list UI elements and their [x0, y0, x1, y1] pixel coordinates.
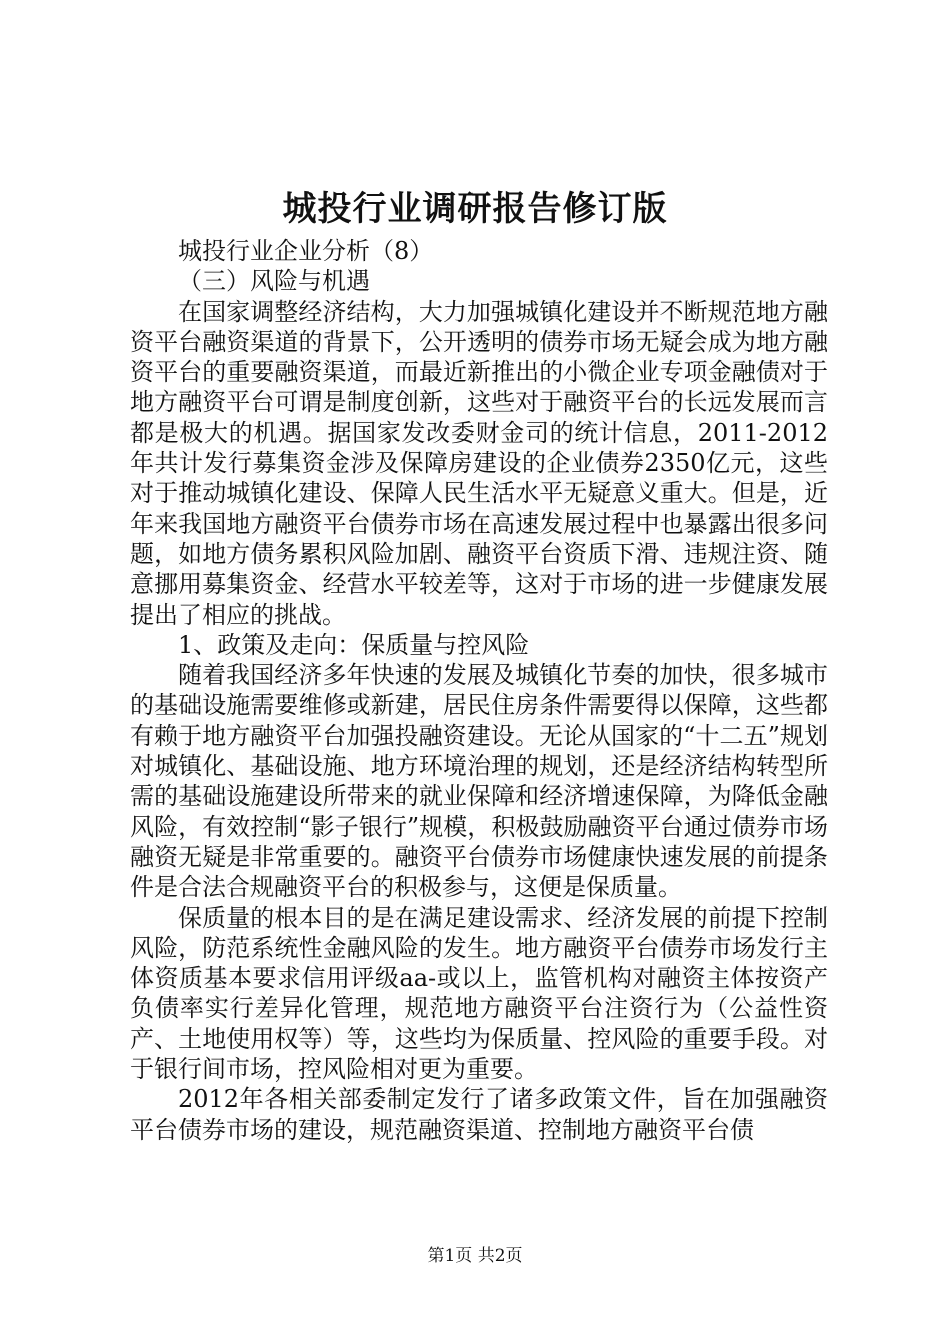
page-number-footer: 第1页 共2页: [427, 1246, 523, 1266]
document-title: 城投行业调研报告修订版: [282, 189, 668, 229]
subsection-heading: 1、政策及走向：保质量与控风险: [178, 630, 530, 659]
subtitle-line: 城投行业企业分析（8）: [178, 237, 434, 265]
paragraph-1: 在国家调整经济结构，大力加强城镇化建设并不断规范地方融资平台融资渠道的背景下，公开透明的债券市场无疑会成为地方融资平台的重要融资渠道，而最近新推出的小微企业专项金融债对于地方融资平台可谓是制度创新，这些对于融资平台的长远发展而言都是极大的机遇。据国家发改委财金司的统计信息，2011-2012年共计发行募集资金涉及保障房建设的企业债券2350亿元，这些对于推动城镇化建设、保障人民生活水平无疑意义重大。但是，近年来我国地方融资平台债券市场在高速发展过程中也暴露出很多问题，如地方债务累积风险加剧、融资平台资质下滑、违规注资、随意挪用募集资金、经营水平较差等，这对于市场的进一步健康发展提出了相应的挑战。: [130, 297, 828, 629]
section-heading: （三）风险与机遇: [178, 267, 370, 296]
paragraph-2: 随着我国经济多年快速的发展及城镇化节奏的加快，很多城市的基础设施需要维修或新建，居民住房条件需要得以保障，这些都有赖于地方融资平台加强投融资建设。无论从国家的“十二五”规划对城镇化、基础设施、地方环境治理的规划，还是经济结构转型所需的基础设施建设所带来的就业保障和经济增速保障，为降低金融风险，有效控制“影子银行”规模，积极鼓励融资平台通过债券市场融资无疑是非常重要的。融资平台债券市场健康快速发展的前提条件是合法合规融资平台的积极参与，这便是保质量。: [130, 661, 828, 902]
paragraph-3: 保质量的根本目的是在满足建设需求、经济发展的前提下控制风险，防范系统性金融风险的发生。地方融资平台债券市场发行主体资质基本要求信用评级aa-或以上，监管机构对融资主体按资产负债率实行差异化管理，规范地方融资平台注资行为（公益性资产、土地使用权等）等，这些均为保质量、控风险的重要手段。对于银行间市场，控风险相对更为重要。: [130, 903, 828, 1084]
paragraph-4: 2012年各相关部委制定发行了诸多政策文件，旨在加强融资平台债券市场的建设，规范融资渠道、控制地方融资平台债: [130, 1085, 828, 1144]
document-body: [130, 236, 828, 1145]
